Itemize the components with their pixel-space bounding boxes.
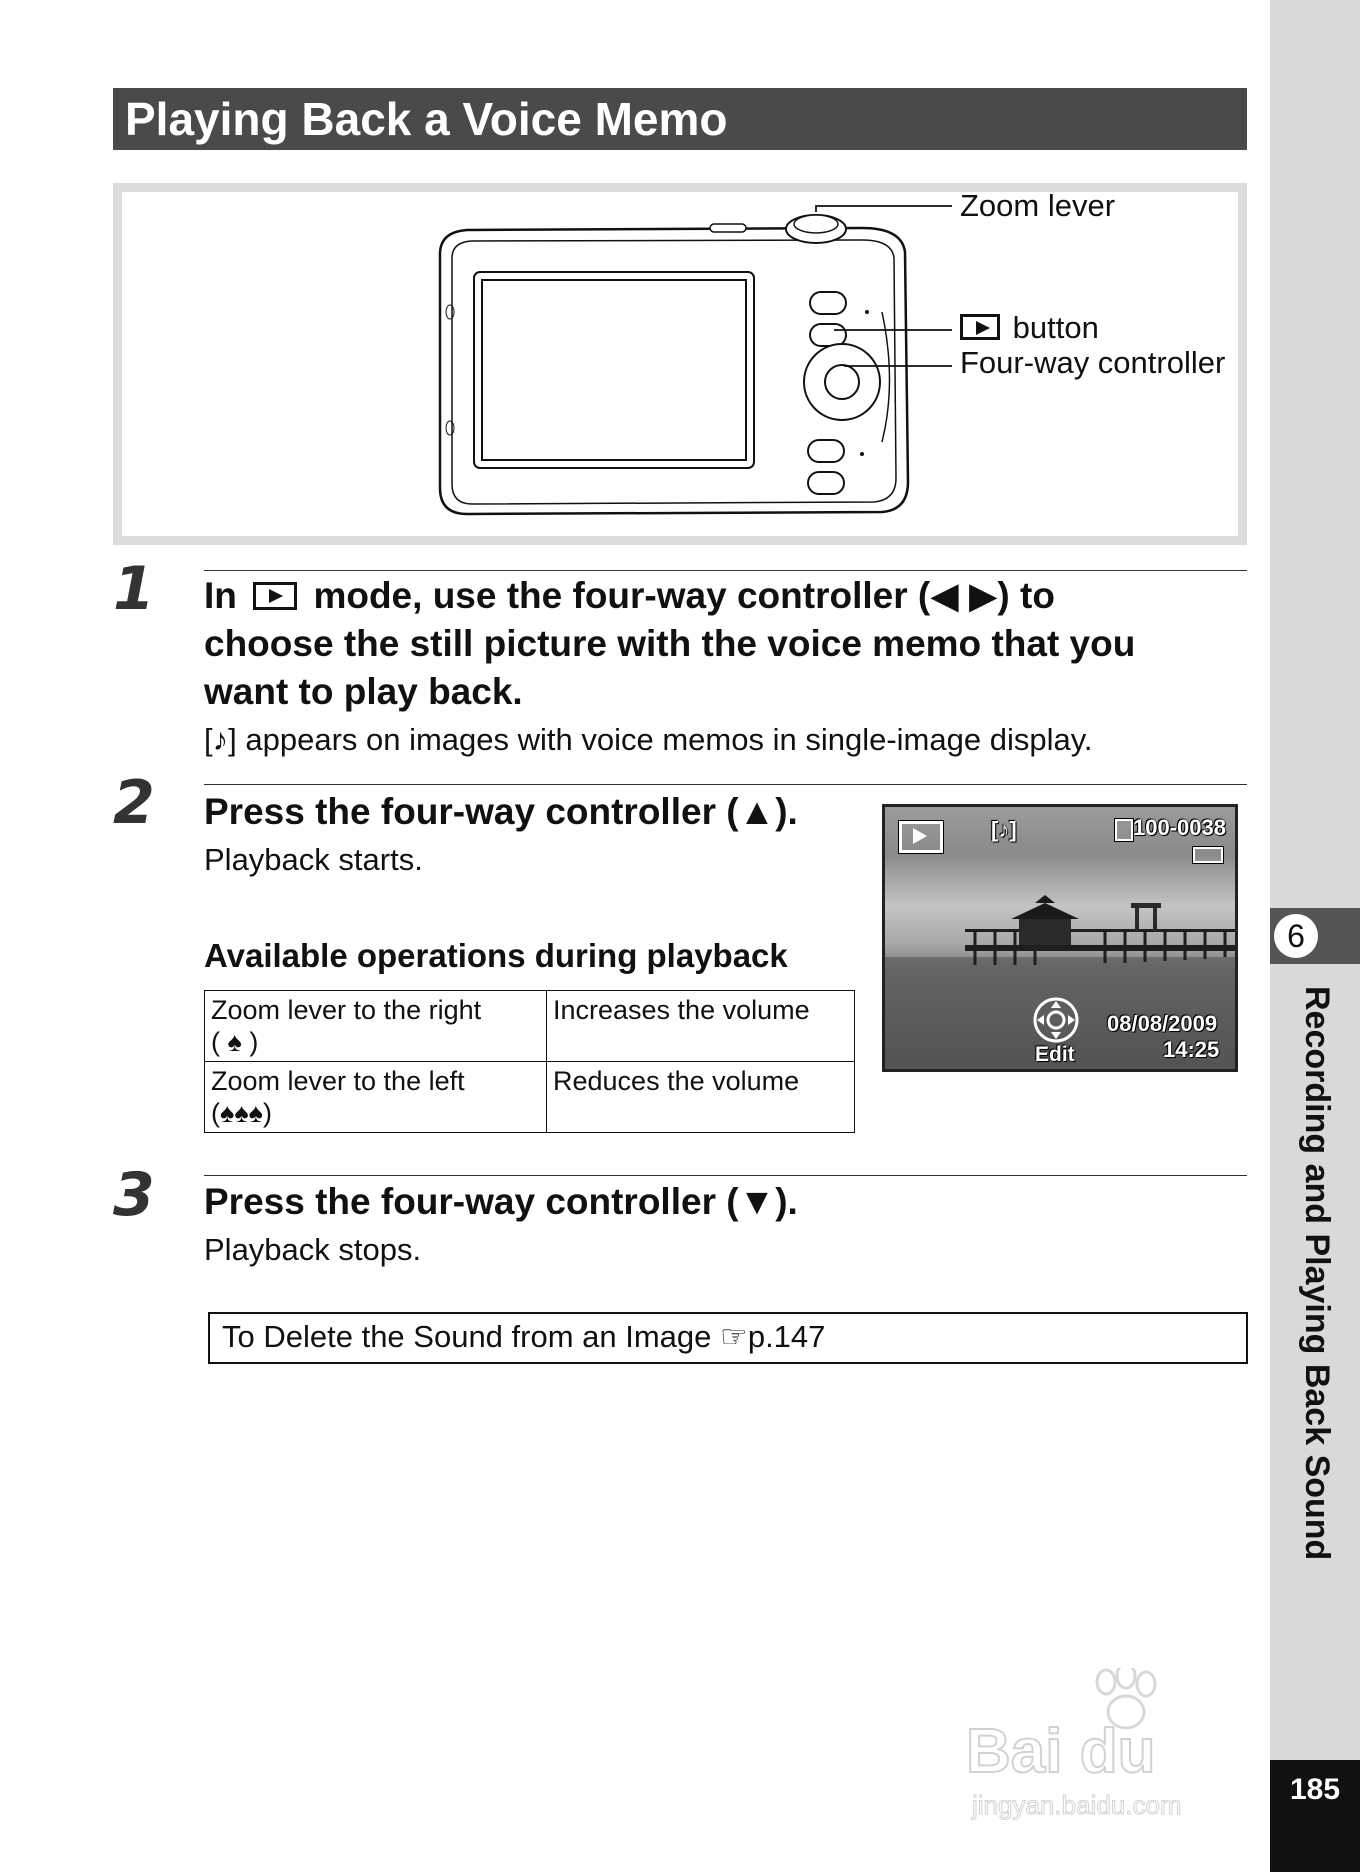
- watermark-site: jingyan.baidu.com: [972, 1790, 1182, 1820]
- file-number: 100-0038: [1133, 815, 1226, 840]
- play-button-callout: [960, 310, 1099, 346]
- control-line-1: Zoom lever to the right: [211, 995, 482, 1025]
- playback-mode-icon: [253, 582, 297, 610]
- chapter-number: 6: [1274, 914, 1318, 958]
- step-2-heading: Press the four-way controller (▲).: [204, 791, 798, 832]
- baidu-watermark: [966, 1668, 1276, 1828]
- table-cell-action: Reduces the volume: [547, 1062, 855, 1133]
- battery-icon: [1193, 847, 1223, 863]
- edit-label: Edit: [1035, 1043, 1075, 1066]
- step-3-heading: Press the four-way controller (▼).: [204, 1181, 798, 1222]
- step-1-heading-line-2: choose the still picture with the voice memo that you: [204, 623, 1136, 664]
- chapter-title: Recording and Playing Back Sound: [1298, 986, 1336, 1561]
- voice-memo-indicator: [♪]: [991, 817, 1017, 842]
- step-3-number: 3: [113, 1160, 155, 1230]
- step-1-note-text: appears on images with voice memos in single-image display.: [245, 722, 1093, 757]
- lcd-time: 14:25: [1163, 1037, 1220, 1062]
- voice-memo-icon: [♪]: [204, 722, 237, 757]
- page-title: Playing Back a Voice Memo: [113, 88, 1247, 150]
- lcd-date: 08/08/2009: [1107, 1011, 1218, 1036]
- step-1-heading-pre: In: [204, 575, 237, 616]
- step-1-heading-post: mode, use the four-way controller (◀ ▶) to: [313, 575, 1055, 616]
- four-way-guide-icon: [1031, 995, 1081, 1045]
- memory-card-icon: [1115, 819, 1133, 841]
- step-3-sub: Playback stops.: [204, 1232, 422, 1267]
- step-2-divider: [204, 784, 1247, 785]
- table-row: [205, 991, 855, 1062]
- operations-heading: Available operations during playback: [204, 937, 788, 974]
- camera-figure: [113, 183, 1247, 545]
- watermark-brand: Bai du: [966, 1717, 1156, 1786]
- play-button-callout-label: button: [1012, 310, 1099, 345]
- reference-text: To Delete the Sound from an Image: [222, 1319, 712, 1354]
- control-line-1: Zoom lever to the left: [211, 1066, 465, 1096]
- step-1-heading-line-3: want to play back.: [204, 671, 523, 712]
- step-1-note: [204, 720, 1093, 760]
- step-1-divider: [204, 570, 1247, 571]
- control-line-2: (♠♠♠): [211, 1098, 273, 1128]
- table-cell-control: [205, 991, 547, 1062]
- step-1-number: 1: [113, 554, 155, 624]
- reference-pointer-icon: ☞: [720, 1319, 748, 1354]
- reference-link-box[interactable]: [208, 1312, 1248, 1364]
- zoom-lever-callout: Zoom lever: [960, 188, 1116, 223]
- step-1-heading: [204, 572, 1247, 716]
- reference-page[interactable]: p.147: [747, 1319, 826, 1354]
- lcd-playback-screen: [882, 804, 1238, 1072]
- playback-mode-icon: [899, 821, 943, 853]
- step-2-sub: Playback starts.: [204, 842, 423, 877]
- step-1-heading-line-1: [204, 572, 1247, 620]
- step-3-divider: [204, 1175, 1247, 1176]
- four-way-controller-callout: Four-way controller: [960, 345, 1226, 380]
- playback-icon: [960, 314, 1000, 340]
- control-line-2: ( ♠ ): [211, 1027, 259, 1057]
- step-2-number: 2: [113, 768, 155, 838]
- table-row: [205, 1062, 855, 1133]
- table-cell-control: [205, 1062, 547, 1133]
- page-number: 185: [1270, 1760, 1360, 1872]
- operations-table: [204, 990, 855, 1133]
- table-cell-action: Increases the volume: [547, 991, 855, 1062]
